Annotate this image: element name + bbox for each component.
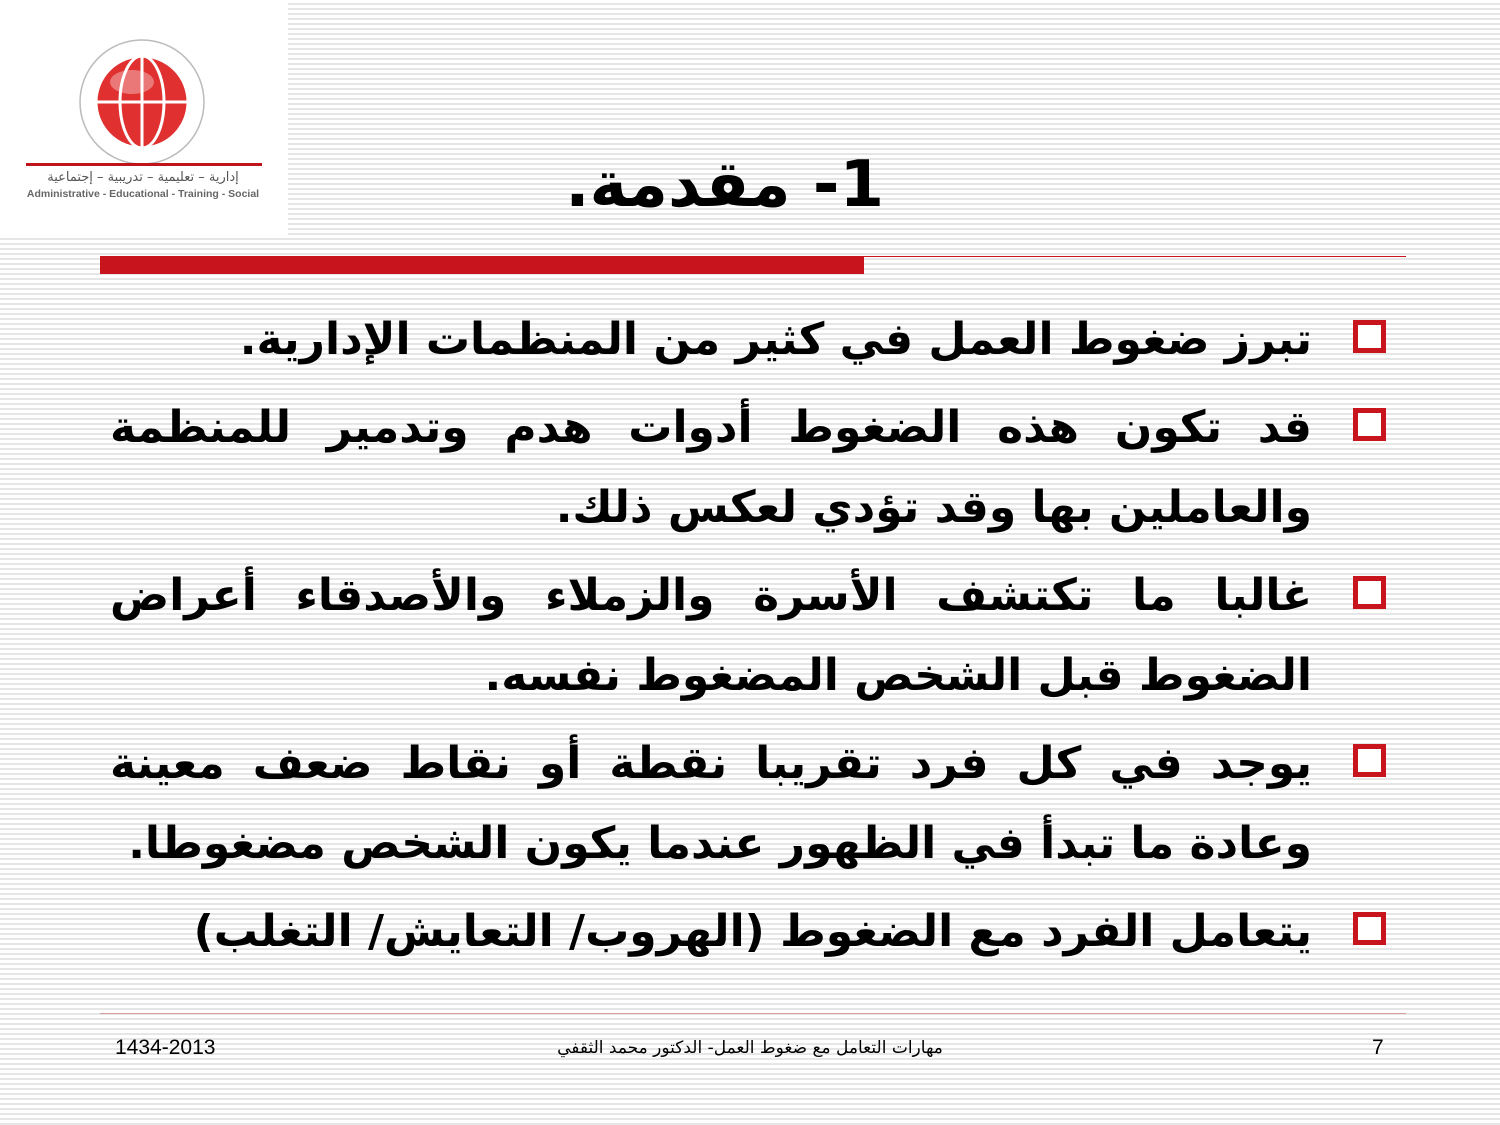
bullet-list bbox=[110, 300, 1400, 972]
list-item bbox=[110, 300, 1400, 380]
square-bullet-icon bbox=[1353, 408, 1386, 441]
logo-divider bbox=[26, 163, 262, 166]
list-item bbox=[110, 556, 1400, 716]
square-bullet-icon bbox=[1353, 744, 1386, 777]
logo bbox=[0, 0, 288, 238]
bullet-text: تبرز ضغوط العمل في كثير من المنظمات الإدارية. bbox=[239, 314, 1312, 365]
list-item bbox=[110, 724, 1400, 884]
page-number: 7 bbox=[1372, 1036, 1384, 1059]
square-bullet-icon bbox=[1353, 320, 1386, 353]
title-underline bbox=[100, 256, 864, 274]
list-item bbox=[110, 388, 1400, 548]
title-underline-thin bbox=[864, 256, 1406, 257]
footer-divider bbox=[100, 1013, 1406, 1014]
list-item bbox=[110, 892, 1400, 972]
bullet-text: قد تكون هذه الضغوط أدوات هدم وتدمير للمنظمة والعاملين بها وقد تؤدي لعكس ذلك. bbox=[110, 402, 1312, 533]
square-bullet-icon bbox=[1353, 576, 1386, 609]
bullet-text: يتعامل الفرد مع الضغوط (الهروب/ التعايش/ التغلب) bbox=[193, 906, 1312, 957]
square-bullet-icon bbox=[1353, 912, 1386, 945]
logo-arabic-caption: إدارية – تعليمية – تدريبية – إجتماعية bbox=[47, 170, 239, 185]
bullet-text: غالبا ما تكتشف الأسرة والزملاء والأصدقاء أعراض الضغوط قبل الشخص المضغوط نفسه. bbox=[110, 570, 1312, 701]
logo-english-caption: Administrative - Educational - Training - Social bbox=[26, 188, 260, 200]
slide-title: 1- مقدمة. bbox=[565, 148, 884, 222]
globe-logo-icon bbox=[62, 30, 222, 170]
bullet-text: يوجد في كل فرد تقريبا نقطة أو نقاط ضعف معينة وعادة ما تبدأ في الظهور عندما يكون الشخص مضغوطا. bbox=[110, 738, 1312, 869]
footer-title: مهارات التعامل مع ضغوط العمل- الدكتور محمد الثقفي bbox=[557, 1038, 943, 1058]
footer-date: 1434-2013 bbox=[115, 1036, 216, 1059]
